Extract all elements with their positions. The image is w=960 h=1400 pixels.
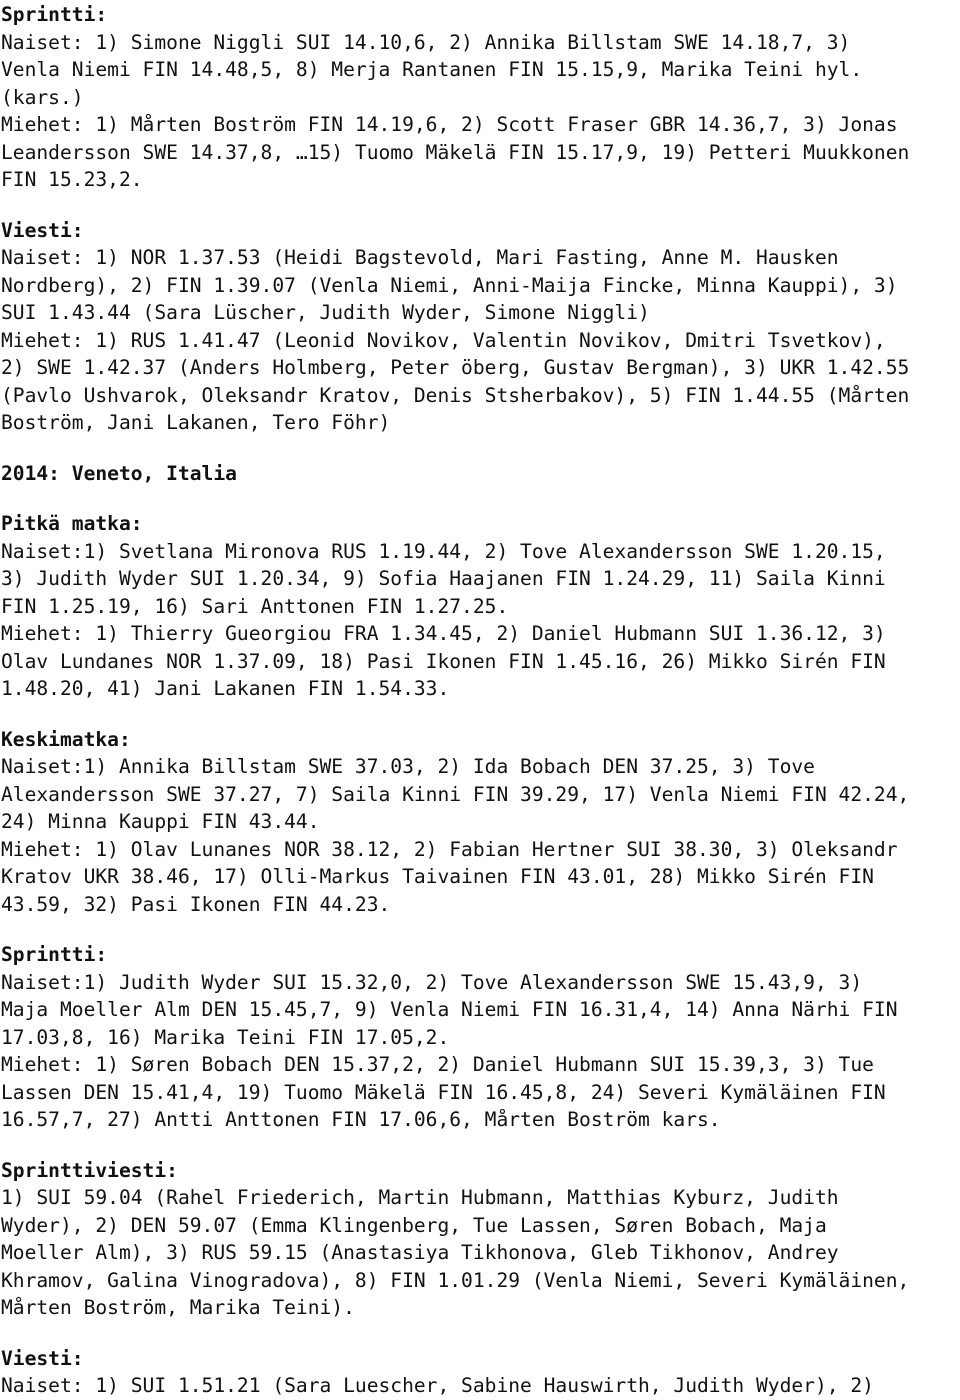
result-line: Miehet: 1) RUS 1.41.47 (Leonid Novikov, Valentin Novikov, Dmitri Tsvetkov), <box>1 328 886 352</box>
section-spacer <box>1 1322 959 1345</box>
result-line: Miehet: 1) Thierry Gueorgiou FRA 1.34.45, 2) Daniel Hubmann SUI 1.36.12, 3) <box>1 622 886 645</box>
result-line: (kars.) <box>1 85 84 109</box>
result-line: Venla Niemi FIN 14.48,5, 8) Merja Rantanen FIN 15.15,9, Marika Teini hyl. <box>1 58 863 81</box>
section-spacer <box>1 703 959 726</box>
section-heading: Sprintti: <box>1 3 108 26</box>
section-heading: 2014: Veneto, Italia <box>1 461 237 485</box>
result-line: 2) SWE 1.42.37 (Anders Holmberg, Peter öberg, Gustav Bergman), 3) UKR 1.42.55 <box>1 356 910 379</box>
result-line: Miehet: 1) Olav Lunanes NOR 38.12, 2) Fabian Hertner SUI 38.30, 3) Oleksandr <box>1 837 898 861</box>
result-line: 24) Minna Kauppi FIN 43.44. <box>1 810 320 833</box>
section-heading: Pitkä matka: <box>1 512 143 535</box>
result-line: Miehet: 1) Søren Bobach DEN 15.37,2, 2) Daniel Hubmann SUI 15.39,3, 3) Tue <box>1 1053 874 1076</box>
section-spacer <box>1 437 959 460</box>
result-line: Naiset:1) Judith Wyder SUI 15.32,0, 2) Tove Alexandersson SWE 15.43,9, 3) <box>1 970 863 994</box>
result-line: Miehet: 1) Mårten Boström FIN 14.19,6, 2) Scott Fraser GBR 14.36,7, 3) Jonas <box>1 113 898 136</box>
result-line: 1.48.20, 41) Jani Lakanen FIN 1.54.33. <box>1 677 450 700</box>
result-line: 16.57,7, 27) Antti Anttonen FIN 17.06,6, Mårten Boström kars. <box>1 1108 721 1131</box>
result-line: Olav Lundanes NOR 1.37.09, 18) Pasi Ikonen FIN 1.45.16, 26) Mikko Sirén FIN <box>1 649 886 673</box>
result-line: Kratov UKR 38.46, 17) Olli-Markus Taivainen FIN 43.01, 28) Mikko Sirén FIN <box>1 865 874 888</box>
result-line: 1) SUI 59.04 (Rahel Friederich, Martin Hubmann, Matthias Kyburz, Judith <box>1 1186 839 1209</box>
result-line: SUI 1.43.44 (Sara Lüscher, Judith Wyder, Simone Niggli) <box>1 301 650 324</box>
result-line: Khramov, Galina Vinogradova), 8) FIN 1.01.29 (Venla Niemi, Severi Kymäläinen, <box>1 1268 910 1292</box>
result-line: Naiset: 1) Simone Niggli SUI 14.10,6, 2) Annika Billstam SWE 14.18,7, 3) <box>1 30 851 54</box>
result-line: Moeller Alm), 3) RUS 59.15 (Anastasiya Tikhonova, Gleb Tikhonov, Andrey <box>1 1241 839 1264</box>
result-line: Mårten Boström, Marika Teini). <box>1 1296 355 1319</box>
results-document <box>1 1 959 1400</box>
section-heading: Sprintti: <box>1 943 108 966</box>
section-spacer <box>1 194 959 217</box>
result-line: 43.59, 32) Pasi Ikonen FIN 44.23. <box>1 892 391 916</box>
section-spacer <box>1 487 959 510</box>
result-line: (Pavlo Ushvarok, Oleksandr Kratov, Denis Stsherbakov), 5) FIN 1.44.55 (Mårten <box>1 383 910 407</box>
section-heading: Sprinttiviesti: <box>1 1158 178 1182</box>
result-line: 3) Judith Wyder SUI 1.20.34, 9) Sofia Haajanen FIN 1.24.29, 11) Saila Kinni <box>1 567 886 590</box>
result-line: 17.03,8, 16) Marika Teini FIN 17.05,2. <box>1 1025 450 1049</box>
result-line: Alexandersson SWE 37.27, 7) Saila Kinni FIN 39.29, 17) Venla Niemi FIN 42.24, <box>1 782 910 806</box>
result-line: Nordberg), 2) FIN 1.39.07 (Venla Niemi, Anni-Maija Fincke, Minna Kauppi), 3) <box>1 273 898 297</box>
result-line: Naiset:1) Annika Billstam SWE 37.03, 2) Ida Bobach DEN 37.25, 3) Tove <box>1 755 815 778</box>
result-line: Lassen DEN 15.41,4, 19) Tuomo Mäkelä FIN 16.45,8, 24) Severi Kymäläinen FIN <box>1 1080 886 1104</box>
section-heading: Keskimatka: <box>1 727 131 751</box>
result-line: Leandersson SWE 14.37,8, …15) Tuomo Mäkelä FIN 15.17,9, 19) Petteri Muukkonen <box>1 140 910 164</box>
result-line: Boström, Jani Lakanen, Tero Föhr) <box>1 411 391 434</box>
section-heading: Viesti: <box>1 218 84 242</box>
result-line: Naiset:1) Svetlana Mironova RUS 1.19.44, 2) Tove Alexandersson SWE 1.20.15, <box>1 539 886 563</box>
result-line: FIN 1.25.19, 16) Sari Anttonen FIN 1.27.25. <box>1 594 509 618</box>
section-spacer <box>1 918 959 941</box>
result-line: Wyder), 2) DEN 59.07 (Emma Klingenberg, Tue Lassen, Søren Bobach, Maja <box>1 1213 827 1237</box>
result-line: Naiset: 1) SUI 1.51.21 (Sara Luescher, Sabine Hauswirth, Judith Wyder), 2) <box>1 1374 874 1397</box>
section-heading: Viesti: <box>1 1346 84 1370</box>
result-line: Naiset: 1) NOR 1.37.53 (Heidi Bagstevold, Mari Fasting, Anne M. Hausken <box>1 246 839 269</box>
section-spacer <box>1 1134 959 1157</box>
result-line: FIN 15.23,2. <box>1 168 143 191</box>
result-line: Maja Moeller Alm DEN 15.45,7, 9) Venla Niemi FIN 16.31,4, 14) Anna Närhi FIN <box>1 998 898 1021</box>
